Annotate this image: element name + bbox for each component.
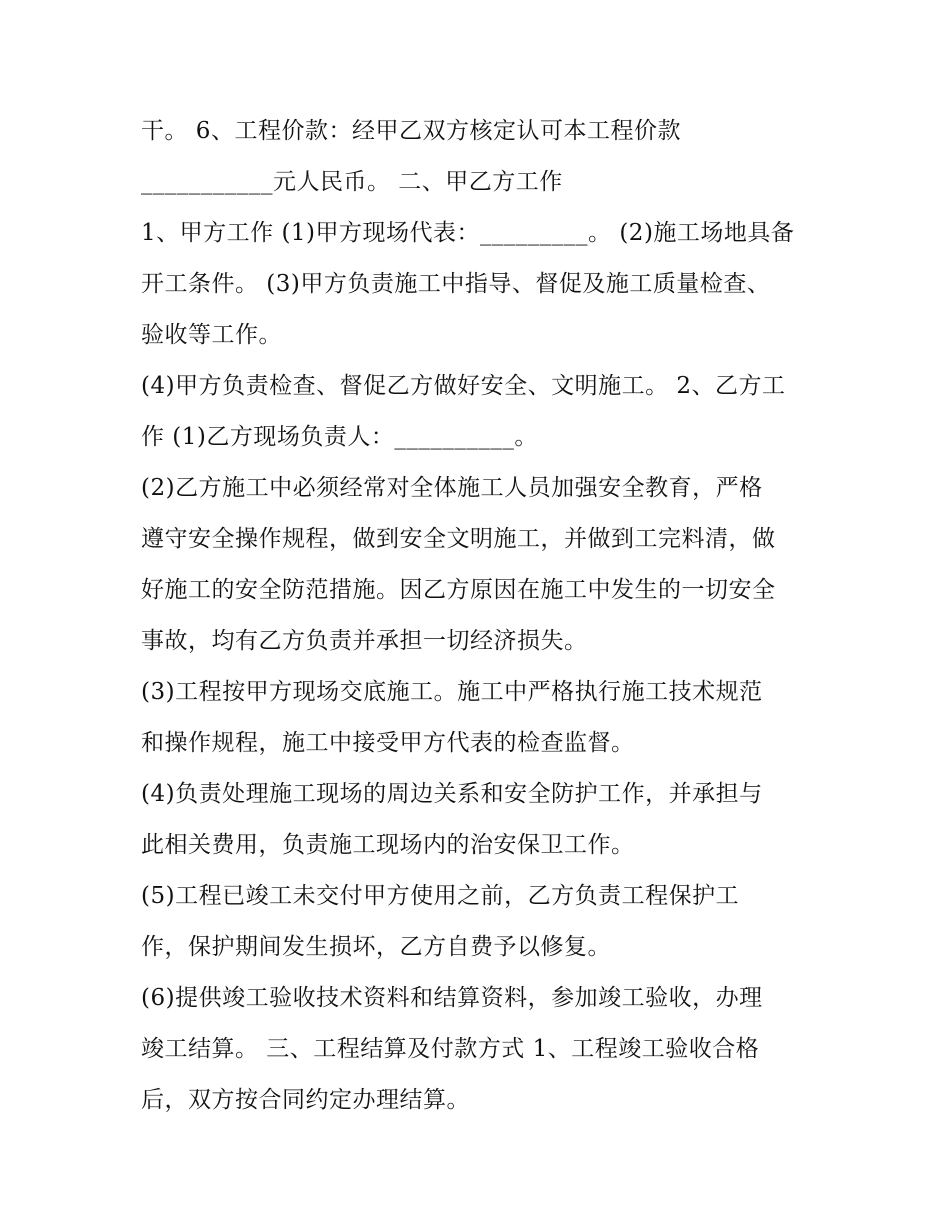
text-line: 1、甲方工作 (1)甲方现场代表：_________。 (2)施工场地具备 — [141, 220, 795, 246]
text-line: (3)工程按甲方现场交底施工。施工中严格执行施工技术规范 — [141, 679, 763, 705]
text-line: 和操作规程，施工中接受甲方代表的检查监督。 — [141, 730, 635, 756]
text-line: 干。 6、工程价款：经甲乙双方核定认可本工程价款 — [141, 118, 681, 144]
text-line: 好施工的安全防范措施。因乙方原因在施工中发生的一切安全 — [141, 577, 776, 603]
text-line: 事故，均有乙方负责并承担一切经济损失。 — [141, 628, 588, 654]
text-line: (2)乙方施工中必须经常对全体施工人员加强安全教育，严格 — [141, 475, 763, 501]
text-line: 竣工结算。 三、工程结算及付款方式 1、工程竣工验收合格 — [141, 1036, 760, 1062]
text-line: 作，保护期间发生损坏，乙方自费予以修复。 — [141, 934, 611, 960]
text-line: 后，双方按合同约定办理结算。 — [141, 1087, 470, 1113]
text-line: (6)提供竣工验收技术资料和结算资料，参加竣工验收，办理 — [141, 985, 763, 1011]
text-line: (4)负责处理施工现场的周边关系和安全防护工作，并承担与 — [141, 781, 763, 807]
contract-text — [141, 106, 821, 1126]
text-line: 验收等工作。 — [141, 322, 282, 348]
text-line: 遵守安全操作规程，做到安全文明施工，并做到工完料清，做 — [141, 526, 776, 552]
text-line: ___________元人民币。 二、甲乙方工作 — [141, 169, 563, 195]
text-line: (4)甲方负责检查、督促乙方做好安全、文明施工。 2、乙方工 — [141, 373, 786, 399]
text-line: 作 (1)乙方现场负责人：__________。 — [141, 424, 538, 450]
text-line: 此相关费用，负责施工现场内的治安保卫工作。 — [141, 832, 635, 858]
text-line: (5)工程已竣工未交付甲方使用之前，乙方负责工程保护工 — [141, 883, 740, 909]
text-line: 开工条件。 (3)甲方负责施工中指导、督促及施工质量检查、 — [141, 271, 771, 297]
